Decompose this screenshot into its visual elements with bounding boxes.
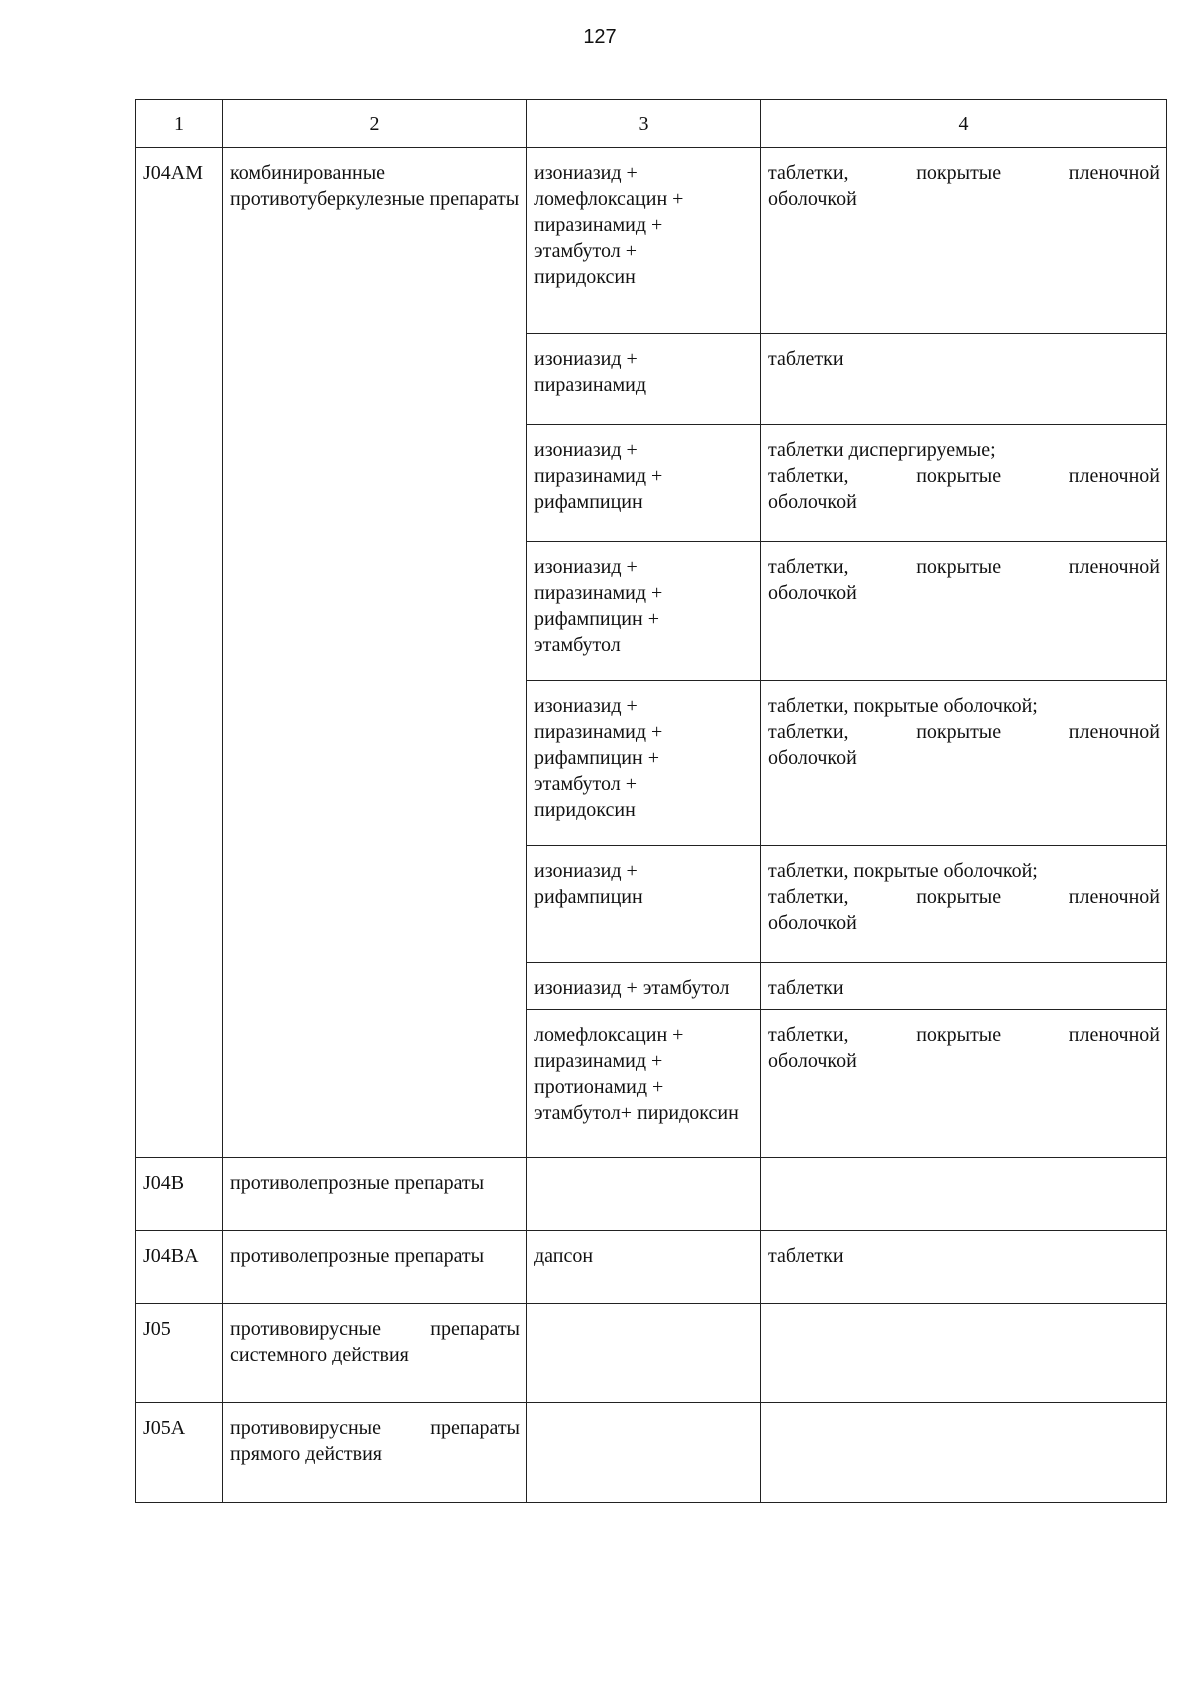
- group-name: комбинированные противотуберкулезные препараты: [223, 148, 527, 1158]
- dosage-form: таблетки, покрытые оболочкой; таблетки, покрытые пленочной оболочкой: [761, 846, 1167, 963]
- drug-name: изониазид + рифампицин: [527, 846, 761, 963]
- group-name: противолепрозные препараты: [223, 1231, 527, 1304]
- dosage-form: таблетки, покрытые пленочной оболочкой: [761, 148, 1167, 334]
- dosage-form: таблетки: [761, 1231, 1167, 1304]
- table-row: [136, 1231, 1167, 1304]
- drug-classification-table: [135, 99, 1167, 1503]
- dosage-form: таблетки диспергируемые; таблетки, покрытые пленочной оболочкой: [761, 425, 1167, 542]
- drug-name: изониазид + пиразинамид + рифампицин: [527, 425, 761, 542]
- group-name: противовирусные препараты прямого действия: [223, 1403, 527, 1503]
- table-row: [136, 1304, 1167, 1403]
- group-name: противолепрозные препараты: [223, 1158, 527, 1231]
- drug-name: ломефлоксацин + пиразинамид + протионамид + этамбутол+ пиридоксин: [527, 1010, 761, 1158]
- group-name: противовирусные препараты системного действия: [223, 1304, 527, 1403]
- atc-code: J04AM: [136, 148, 223, 1158]
- dosage-form: [761, 1403, 1167, 1503]
- drug-name: изониазид + пиразинамид + рифампицин + этамбутол + пиридоксин: [527, 681, 761, 846]
- drug-name: изониазид + пиразинамид: [527, 334, 761, 425]
- dosage-form: таблетки: [761, 334, 1167, 425]
- dosage-form: таблетки: [761, 963, 1167, 1010]
- drug-name: дапсон: [527, 1231, 761, 1304]
- dosage-form: [761, 1158, 1167, 1231]
- atc-code: J04BA: [136, 1231, 223, 1304]
- drug-name: изониазид + этамбутол: [527, 963, 761, 1010]
- table-row: [136, 1158, 1167, 1231]
- atc-code: J04B: [136, 1158, 223, 1231]
- header-col-1: 1: [136, 100, 223, 148]
- atc-code: J05A: [136, 1403, 223, 1503]
- dosage-form: [761, 1304, 1167, 1403]
- dosage-form: таблетки, покрытые пленочной оболочкой: [761, 542, 1167, 681]
- drug-name: изониазид + пиразинамид + рифампицин + этамбутол: [527, 542, 761, 681]
- dosage-form: таблетки, покрытые пленочной оболочкой: [761, 1010, 1167, 1158]
- page-number: 127: [583, 26, 617, 48]
- header-col-4: 4: [761, 100, 1167, 148]
- table-row: [136, 1403, 1167, 1503]
- drug-name: [527, 1403, 761, 1503]
- table-row: [136, 148, 1167, 334]
- header-row: [136, 100, 1167, 148]
- dosage-form: таблетки, покрытые оболочкой; таблетки, покрытые пленочной оболочкой: [761, 681, 1167, 846]
- drug-name: [527, 1304, 761, 1403]
- drug-name: [527, 1158, 761, 1231]
- header-col-3: 3: [527, 100, 761, 148]
- header-col-2: 2: [223, 100, 527, 148]
- atc-code: J05: [136, 1304, 223, 1403]
- drug-name: изониазид + ломефлоксацин + пиразинамид + этамбутол + пиридоксин: [527, 148, 761, 334]
